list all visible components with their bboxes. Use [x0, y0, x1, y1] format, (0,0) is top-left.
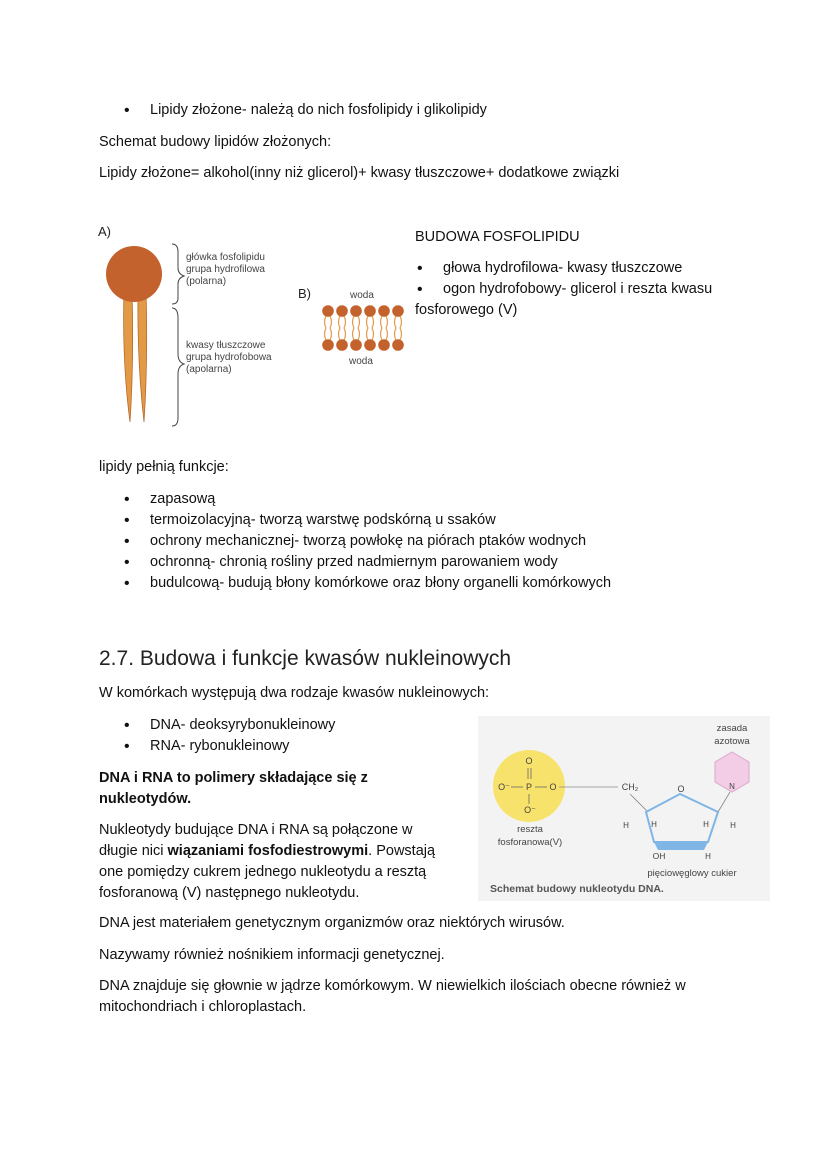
atom-o-minus-bottom: O⁻ [524, 805, 536, 815]
bilayer-tail [367, 328, 369, 340]
atom-h: H [705, 852, 711, 861]
bilayer-tail [339, 328, 341, 340]
list-item: • ogon hydrofobowy- glicerol i reszta kwasu [393, 279, 712, 300]
bilayer-tail [395, 316, 397, 328]
atom-ch2: CH₂ [621, 782, 639, 792]
list-item: • głowa hydrofilowa- kwasy tłuszczowe [393, 258, 712, 279]
atom-h: H [651, 820, 657, 829]
bilayer-tail [325, 328, 327, 340]
fatty-acid-tail-2 [138, 290, 147, 422]
dna-location-line-2: mitochondriach i chloroplastach. [99, 999, 307, 1015]
bilayer-tail [367, 316, 369, 328]
formula-text: Lipidy złożone= alkohol(inny niż glicerol)+ kwasy tłuszczowe+ dodatkowe związki [99, 165, 620, 181]
bilayer-tail [344, 316, 346, 328]
phospholipid-structure-title: BUDOWA FOSFOLIPIDU [415, 229, 580, 245]
head-brace [172, 244, 184, 304]
bilayer-head-bottom [350, 339, 362, 351]
bilayer-tail [353, 316, 355, 328]
phospholipid-structure-list [393, 258, 712, 300]
bilayer-tail [386, 328, 388, 340]
phosphate-label-1: reszta [517, 824, 543, 835]
bilayer-tail [381, 328, 383, 340]
list-item: • zapasową [100, 489, 611, 510]
bilayer-head-top [378, 305, 390, 317]
bilayer-tail [386, 316, 388, 328]
bilayer-head-bottom [336, 339, 348, 351]
list-item: • Lipidy złożone- należą do nich fosfolipidy i glikolipidy [100, 100, 487, 121]
bilayer-tail [400, 328, 402, 340]
bilayer-tail [381, 316, 383, 328]
phospholipid-structure-continuation: fosforowego (V) [415, 302, 518, 318]
bilayer-tail [358, 328, 360, 340]
nucleotide-figure [478, 716, 770, 901]
atom-o-right: O [549, 782, 557, 792]
base-label-2: azotowa [714, 736, 750, 747]
bilayer-tail [372, 328, 374, 340]
figure-caption: Schemat budowy nukleotydu DNA. [490, 883, 664, 895]
atom-n: N [729, 782, 735, 791]
bilayer-tail [395, 328, 397, 340]
polymer-statement-2: nukleotydów. [99, 791, 192, 807]
atom-h: H [623, 821, 629, 830]
label-b: B) [298, 286, 311, 301]
dna-information-carrier: Nazywamy również nośnikiem informacji genetycznej. [99, 947, 445, 963]
atom-oh: OH [652, 851, 666, 861]
tail-label-1: kwasy tłuszczowe [186, 340, 266, 351]
atom-o-minus-left: O⁻ [498, 782, 510, 792]
bilayer-head-bottom [392, 339, 404, 351]
deoxyribose-sugar [646, 794, 718, 842]
list-item: • RNA- rybonukleinowy [100, 736, 335, 757]
paragraph-line-2 [99, 841, 435, 862]
schema-title: Schemat budowy lipidów złożonych: [99, 134, 332, 150]
paragraph-line-1: Nukleotydy budujące DNA i RNA są połączone w [99, 822, 413, 838]
bilayer-head-top [364, 305, 376, 317]
bilayer-tail [330, 328, 332, 340]
bilayer-tail [339, 316, 341, 328]
dna-location-line-1: DNA znajduje się głownie w jądrze komórkowym. W niewielkich ilościach obecne również w [99, 978, 686, 994]
section-heading: 2.7. Budowa i funkcje kwasów nukleinowych [99, 647, 512, 670]
bilayer-head-top [350, 305, 362, 317]
phosphate-label-2: fosforanowa(V) [497, 837, 563, 848]
nucleic-acids-list [100, 715, 335, 757]
list-item: • ochrony mechanicznej- tworzą powłokę na piórach ptaków wodnych [100, 531, 611, 552]
text-span: długie nici [99, 843, 168, 859]
atom-o-top: O [525, 756, 533, 766]
bilayer-tail [325, 316, 327, 328]
tail-brace [172, 308, 184, 426]
text-span: . Powstają [368, 843, 436, 859]
tail-label-2: grupa hydrofobowa [186, 352, 272, 363]
functions-list [100, 489, 611, 594]
complex-lipids-list [100, 100, 487, 121]
paragraph-line-3: one pomiędzy cukrem jednego nukleotydu a resztą [99, 864, 427, 880]
water-bottom-label: woda [349, 356, 373, 367]
functions-intro: lipidy pełnią funkcje: [99, 459, 229, 475]
bilayer-tail [330, 316, 332, 328]
tail-label-3: (apolarna) [186, 364, 232, 375]
list-item: • ochronną- chronią rośliny przed nadmiernym parowaniem wody [100, 552, 611, 573]
fatty-acid-tail-1 [124, 290, 133, 422]
bilayer-tail [344, 328, 346, 340]
water-top-label: woda [350, 290, 374, 301]
bilayer-head-top [322, 305, 334, 317]
list-item: • termoizolacyjną- tworzą warstwę podskórną u ssaków [100, 510, 611, 531]
phospholipid-figure [94, 222, 414, 432]
bilayer-head-bottom [364, 339, 376, 351]
bilayer-head-bottom [378, 339, 390, 351]
bilayer-head-bottom [322, 339, 334, 351]
bilayer-tail [358, 316, 360, 328]
bilayer-tail [372, 316, 374, 328]
polymer-statement-1: DNA i RNA to polimery składające się z [99, 770, 368, 786]
paragraph-line-4: fosforanową (V) następnego nukleotydu. [99, 885, 360, 901]
section-intro: W komórkach występują dwa rodzaje kwasów nukleinowych: [99, 685, 490, 701]
atom-h: H [703, 820, 709, 829]
atom-p: P [525, 782, 533, 792]
head-label-1: główka fosfolipidu [186, 252, 265, 263]
sugar-label: pięciowęglowy cukier [647, 868, 737, 879]
phospholipid-head [106, 246, 162, 302]
atom-h: H [730, 821, 736, 830]
head-label-3: (polarna) [186, 276, 227, 287]
list-item: • budulcową- budują błony komórkowe oraz błony organelli komórkowych [100, 573, 611, 594]
bilayer-head-top [392, 305, 404, 317]
label-a: A) [98, 224, 111, 239]
sugar-bottom-edge [654, 842, 708, 850]
dna-genetic-material: DNA jest materiałem genetycznym organizmów oraz niektórych wirusów. [99, 915, 565, 931]
bilayer-tail [353, 328, 355, 340]
bilayer-tail [400, 316, 402, 328]
phosphodiester-bonds-term: wiązaniami fosfodiestrowymi [167, 843, 369, 859]
head-label-2: grupa hydrofilowa [186, 264, 265, 275]
list-item: • DNA- deoksyrybonukleinowy [100, 715, 335, 736]
bilayer-head-top [336, 305, 348, 317]
lipid-bilayer [322, 305, 404, 351]
atom-o-ring: O [677, 784, 685, 794]
base-label-1: zasada [716, 723, 748, 734]
